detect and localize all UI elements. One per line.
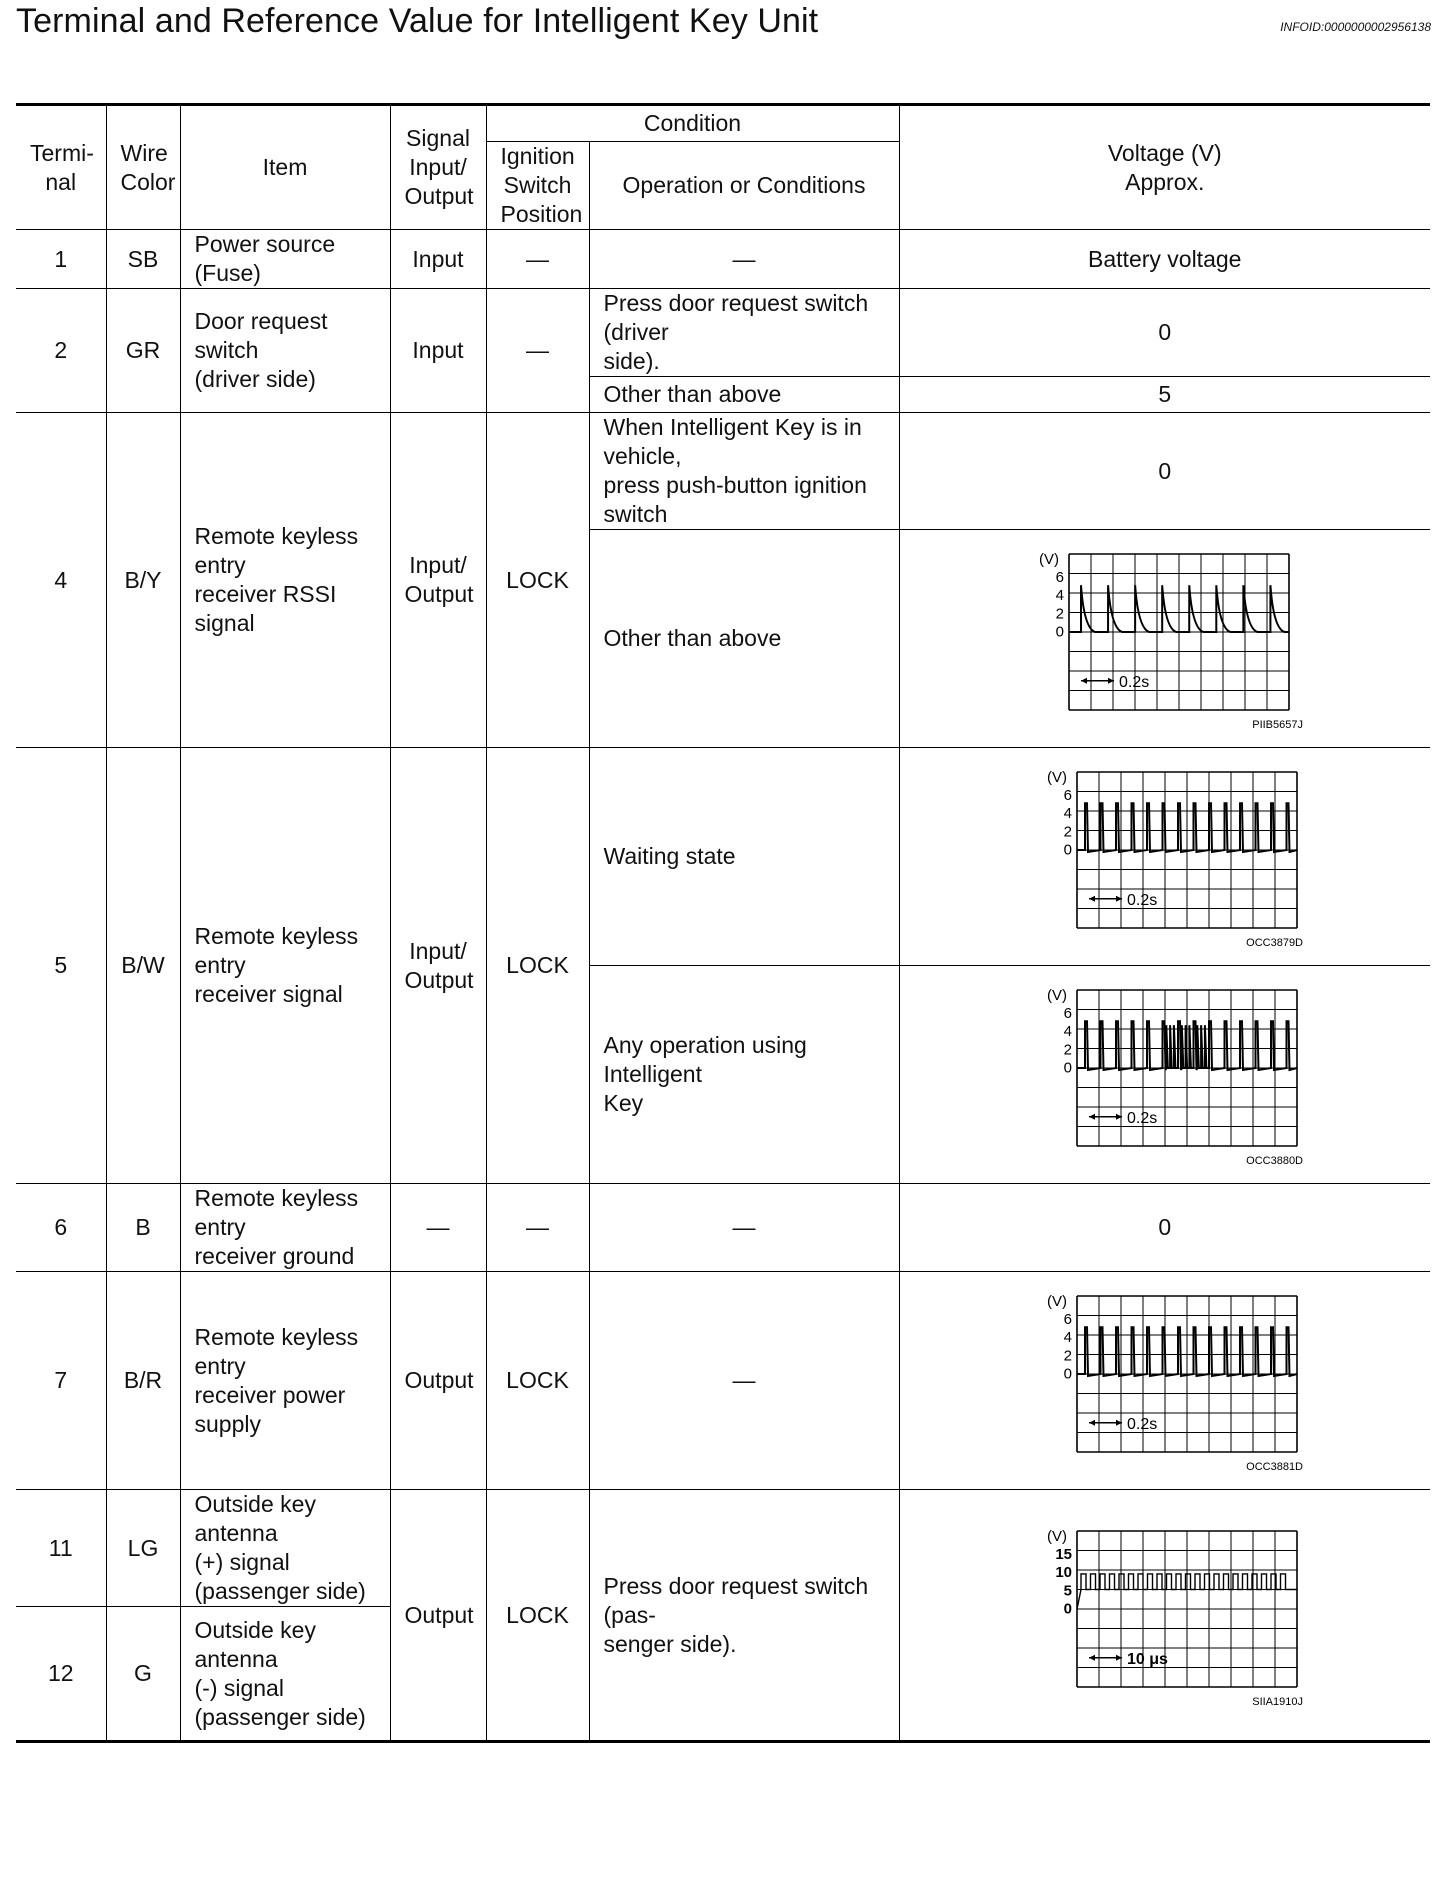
item-cell: Remote keyless entry receiver signal — [180, 748, 390, 1184]
terminal-cell: 11 — [16, 1490, 106, 1607]
time-scale-label: 0.2s — [1126, 1109, 1157, 1127]
axis-tick: 2 — [1063, 1347, 1072, 1365]
wire-color-cell: B — [106, 1184, 180, 1272]
figure-code: OCC3881D — [1245, 1461, 1303, 1473]
item-cell: Remote keyless entry receiver RSSI signal — [180, 413, 390, 748]
ignition-cell: — — [486, 289, 589, 413]
axis-tick: 10 — [1055, 1563, 1072, 1581]
axis-tick: 2 — [1055, 605, 1064, 623]
item-cell: Remote keyless entry receiver power supply — [180, 1272, 390, 1490]
voltage-cell — [899, 748, 1430, 966]
axis-tick: 0 — [1063, 1059, 1072, 1077]
terminal-cell: 1 — [16, 230, 106, 289]
figure-code: SIIA1910J — [1251, 1695, 1303, 1708]
item-cell: Outside key antenna (-) signal (passenger side) — [180, 1607, 390, 1742]
figure-code: OCC3879D — [1245, 937, 1303, 949]
wire-color-cell: GR — [106, 289, 180, 413]
header-ignition-switch: Ignition Switch Position — [486, 142, 589, 230]
table-row — [16, 230, 1430, 289]
axis-tick: 0 — [1063, 841, 1072, 859]
signal-cell: — — [390, 1184, 486, 1272]
item-cell: Remote keyless entry receiver ground — [180, 1184, 390, 1272]
operation-cell: Press door request switch (driver side). — [589, 289, 899, 377]
signal-cell: Output — [390, 1490, 486, 1742]
page-title: Terminal and Reference Value for Intelligent Key Unit — [16, 2, 819, 40]
axis-tick: 15 — [1055, 1545, 1072, 1563]
wire-color-cell: SB — [106, 230, 180, 289]
ignition-cell: LOCK — [486, 748, 589, 1184]
operation-cell: — — [589, 230, 899, 289]
terminal-cell: 2 — [16, 289, 106, 413]
ignition-cell: — — [486, 230, 589, 289]
operation-cell: — — [589, 1184, 899, 1272]
terminal-cell: 12 — [16, 1607, 106, 1742]
waveform-grid — [1077, 1531, 1297, 1687]
voltage-cell: 5 — [899, 377, 1430, 413]
ignition-cell: LOCK — [486, 413, 589, 748]
axis-unit: (V) — [1038, 551, 1059, 568]
axis-tick: 6 — [1063, 1005, 1072, 1022]
time-scale-label: 0.2s — [1126, 1415, 1157, 1433]
header-condition: Condition — [486, 105, 899, 142]
axis-unit: (V) — [1046, 987, 1067, 1004]
header-signal: Signal Input/ Output — [390, 105, 486, 230]
ignition-cell: LOCK — [486, 1490, 589, 1742]
voltage-cell — [899, 530, 1430, 748]
wire-color-cell: B/W — [106, 748, 180, 1184]
wire-color-cell: LG — [106, 1490, 180, 1607]
voltage-cell — [899, 1272, 1430, 1490]
wire-color-cell: B/Y — [106, 413, 180, 748]
time-scale-label: 10 μs — [1126, 1650, 1168, 1668]
item-cell: Outside key antenna (+) signal (passenger side) — [180, 1490, 390, 1607]
item-cell: Power source (Fuse) — [180, 230, 390, 289]
item-cell: Door request switch (driver side) — [180, 289, 390, 413]
operation-cell: When Intelligent Key is in vehicle, press push-button ignition switch — [589, 413, 899, 530]
table-row — [16, 748, 1430, 966]
waveform-PIIB5657J — [1025, 546, 1305, 731]
header-operation: Operation or Conditions — [589, 142, 899, 230]
table-row — [16, 1184, 1430, 1272]
axis-tick: 2 — [1063, 1041, 1072, 1059]
operation-cell: Press door request switch (pas- senger side). — [589, 1490, 899, 1742]
ignition-cell: LOCK — [486, 1272, 589, 1490]
waveform-OCC3880D — [1025, 982, 1305, 1167]
operation-cell: Other than above — [589, 530, 899, 748]
time-scale-label: 0.2s — [1118, 673, 1149, 691]
table-row — [16, 289, 1430, 377]
figure-code: PIIB5657J — [1251, 719, 1303, 731]
figure-code: OCC3880D — [1245, 1155, 1303, 1167]
axis-tick: 6 — [1063, 1311, 1072, 1328]
operation-cell: Other than above — [589, 377, 899, 413]
header-wire-color: Wire Color — [106, 105, 180, 230]
terminal-cell: 4 — [16, 413, 106, 748]
axis-tick: 4 — [1063, 1329, 1072, 1347]
axis-tick: 4 — [1063, 805, 1072, 823]
axis-tick: 0 — [1063, 1599, 1072, 1617]
axis-tick: 0 — [1055, 623, 1064, 641]
table-row — [16, 1490, 1430, 1607]
terminal-cell: 6 — [16, 1184, 106, 1272]
signal-cell: Input — [390, 230, 486, 289]
axis-tick: 6 — [1063, 787, 1072, 804]
signal-cell: Output — [390, 1272, 486, 1490]
terminal-cell: 7 — [16, 1272, 106, 1490]
table-row — [16, 1272, 1430, 1490]
axis-tick: 4 — [1063, 1023, 1072, 1041]
info-id: INFOID:0000000002956138 — [1280, 20, 1431, 34]
terminal-reference-table — [16, 103, 1430, 1743]
axis-unit: (V) — [1046, 1527, 1067, 1545]
signal-cell: Input/ Output — [390, 413, 486, 748]
axis-unit: (V) — [1046, 1293, 1067, 1310]
axis-tick: 2 — [1063, 823, 1072, 841]
voltage-cell: 0 — [899, 1184, 1430, 1272]
operation-cell: Waiting state — [589, 748, 899, 966]
voltage-cell — [899, 966, 1430, 1184]
voltage-cell: Battery voltage — [899, 230, 1430, 289]
terminal-cell: 5 — [16, 748, 106, 1184]
voltage-cell: 0 — [899, 289, 1430, 377]
waveform-OCC3879D — [1025, 764, 1305, 949]
axis-unit: (V) — [1046, 769, 1067, 786]
operation-cell: Any operation using Intelligent Key — [589, 966, 899, 1184]
voltage-cell — [899, 1490, 1430, 1742]
header-terminal: Termi- nal — [16, 105, 106, 230]
operation-cell: — — [589, 1272, 899, 1490]
wire-color-cell: B/R — [106, 1272, 180, 1490]
axis-tick: 6 — [1055, 569, 1064, 586]
signal-cell: Input — [390, 289, 486, 413]
wire-color-cell: G — [106, 1607, 180, 1742]
voltage-cell: 0 — [899, 413, 1430, 530]
header-item: Item — [180, 105, 390, 230]
waveform-OCC3881D — [1025, 1288, 1305, 1473]
time-scale-label: 0.2s — [1126, 891, 1157, 909]
axis-tick: 5 — [1063, 1581, 1072, 1599]
table-row — [16, 413, 1430, 530]
waveform-SIIA1910J — [1025, 1523, 1305, 1708]
axis-tick: 0 — [1063, 1365, 1072, 1383]
ignition-cell: — — [486, 1184, 589, 1272]
signal-cell: Input/ Output — [390, 748, 486, 1184]
header-voltage: Voltage (V) Approx. — [899, 105, 1430, 230]
axis-tick: 4 — [1055, 587, 1064, 605]
